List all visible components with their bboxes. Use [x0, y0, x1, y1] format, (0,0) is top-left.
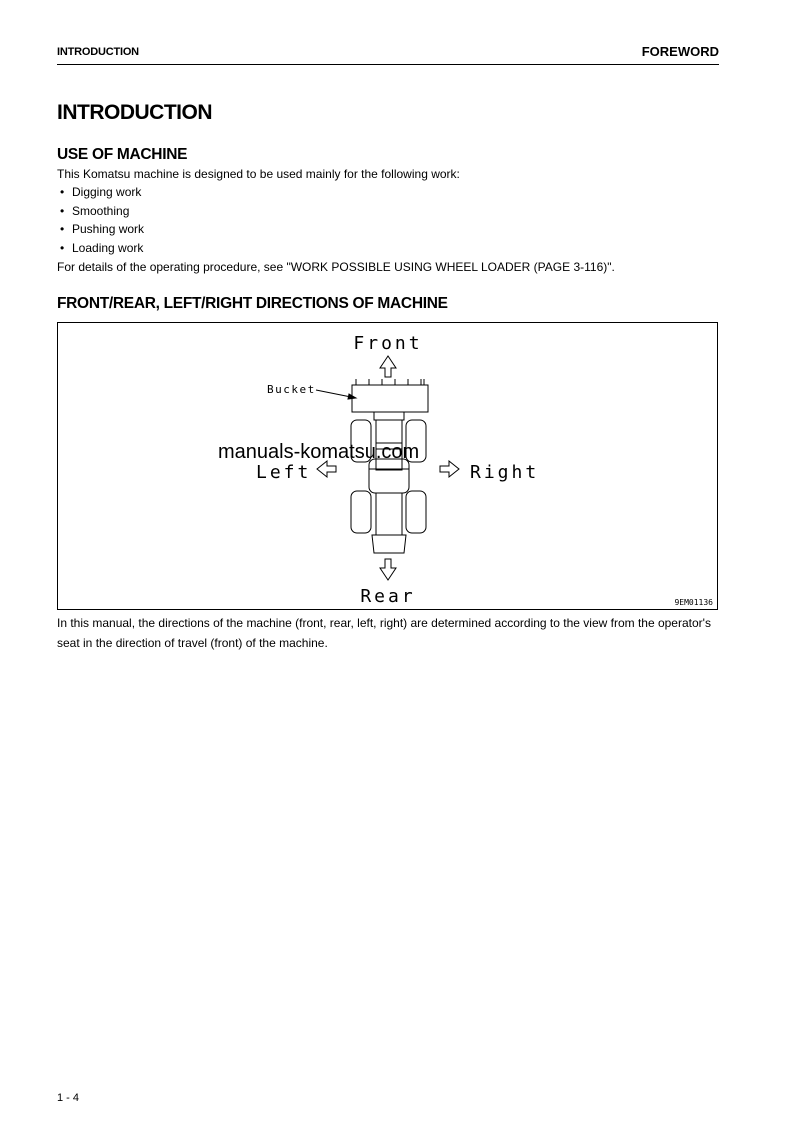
header-section-label: INTRODUCTION: [57, 46, 139, 58]
section-heading-use-of-machine: USE OF MACHINE: [57, 146, 188, 163]
watermark-text: manuals-komatsu.com: [218, 441, 420, 463]
rear-left-tire: [351, 491, 371, 533]
front-label: Front: [353, 333, 423, 354]
left-label: Left: [256, 462, 312, 483]
list-item: • Loading work: [60, 239, 144, 258]
list-item: • Pushing work: [60, 220, 144, 239]
directions-paragraph: In this manual, the directions of the machine (front, rear, left, right) are determined according to the view from the operator's seat in the direction of travel (front) of the machine.: [57, 616, 711, 650]
bucket-label: Bucket: [267, 383, 316, 396]
figure-code: 9EM01136: [674, 598, 713, 607]
rear-frame-shape: [372, 493, 406, 553]
header-rule: [57, 64, 719, 65]
arrow-down-icon: [380, 559, 396, 580]
bucket-shape: [352, 379, 428, 412]
cab-shape: [369, 459, 409, 493]
rear-right-tire: [406, 491, 426, 533]
arrow-right-icon: [440, 461, 459, 477]
list-item: • Digging work: [60, 183, 144, 202]
right-label: Right: [470, 462, 540, 483]
arrow-up-icon: [380, 356, 396, 377]
header-chapter-label: FOREWORD: [641, 44, 719, 59]
use-intro-text: This Komatsu machine is designed to be used mainly for the following work:: [57, 167, 460, 181]
page-number: 1 - 4: [57, 1092, 80, 1104]
wheel-loader-diagram: [58, 323, 719, 611]
list-item: • Smoothing: [60, 202, 144, 221]
section-heading-directions: FRONT/REAR, LEFT/RIGHT DIRECTIONS OF MACHINE: [57, 295, 448, 312]
directions-figure: [57, 322, 718, 610]
rear-label: Rear: [360, 586, 416, 607]
page-title: INTRODUCTION: [57, 101, 212, 124]
details-text: For details of the operating procedure, see "WORK POSSIBLE USING WHEEL LOADER (PAGE 3-116)".: [57, 260, 615, 274]
work-list: [60, 183, 144, 258]
